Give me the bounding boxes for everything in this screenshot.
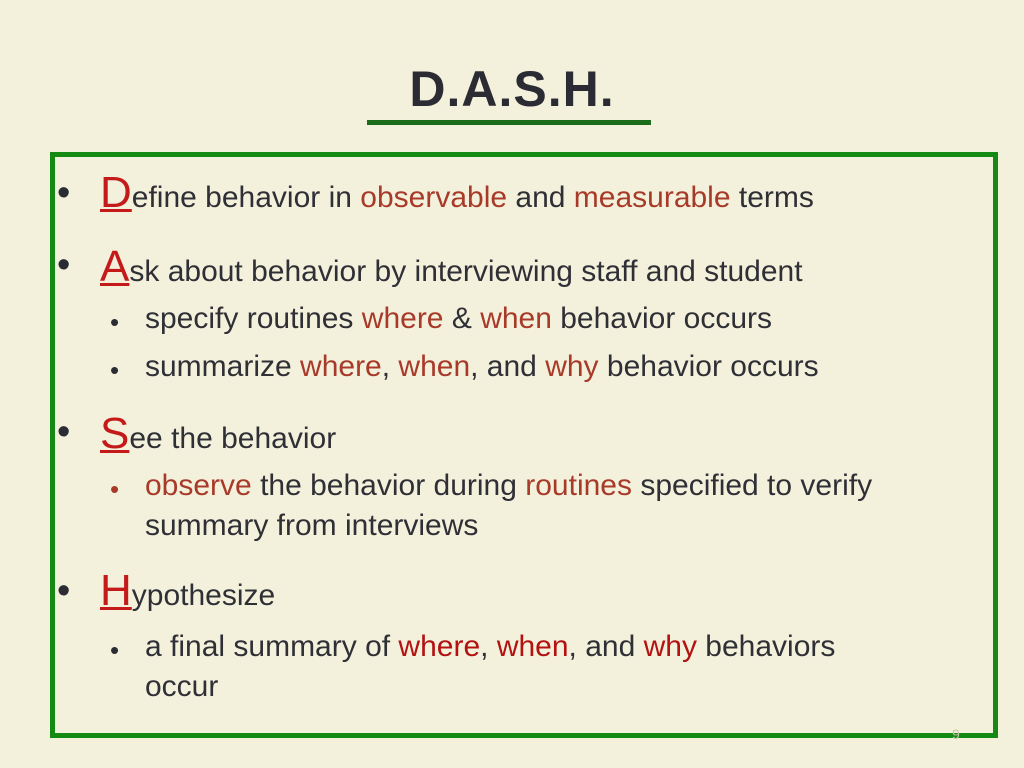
- text: behavior occurs: [598, 350, 819, 383]
- sub-bullet: •: [110, 307, 120, 337]
- text: occur: [145, 670, 219, 703]
- define-text: efine behavior in: [131, 181, 361, 214]
- text: a final summary of: [145, 630, 399, 663]
- ask-text: sk about behavior by interviewing staff and student: [129, 255, 803, 288]
- keyword-when: when: [398, 350, 471, 383]
- keyword-routines: routines: [525, 469, 632, 502]
- keyword-measurable: measurable: [573, 181, 731, 214]
- sub-bullet: •: [110, 474, 120, 504]
- keyword-where: where: [361, 302, 444, 335]
- text: summarize: [145, 350, 301, 383]
- text: specify routines: [145, 302, 362, 335]
- bullet: •: [57, 244, 71, 286]
- see-sub-item-1-line2: [145, 509, 478, 543]
- text: ,: [381, 350, 399, 383]
- text: &: [443, 302, 481, 335]
- text: behavior occurs: [551, 302, 773, 335]
- see-text: ee the behavior: [129, 422, 337, 455]
- slide-title: D.A.S.H.: [409, 61, 615, 117]
- keyword-observable: observable: [360, 181, 508, 214]
- hypothesize-line: [100, 566, 275, 616]
- sub-bullet: •: [110, 635, 120, 665]
- keyword-observe: observe: [145, 469, 252, 502]
- title-underline: [367, 120, 651, 125]
- keyword-where: where: [300, 350, 382, 383]
- page-number: 9: [952, 726, 960, 742]
- bullet: •: [57, 411, 71, 453]
- bullet: •: [57, 172, 71, 214]
- hypothesize-sub-item-1: [145, 630, 835, 664]
- define-line: [100, 168, 814, 218]
- see-sub-item-1: [145, 469, 872, 503]
- text: the behavior during: [251, 469, 526, 502]
- keyword-when: when: [480, 302, 552, 335]
- define-letter: D: [100, 168, 132, 217]
- define-text-end: terms: [730, 181, 814, 214]
- ask-line: [100, 242, 803, 292]
- keyword-where: where: [398, 630, 481, 663]
- hypothesize-letter: H: [100, 566, 132, 615]
- ask-sub-item-2: [145, 350, 819, 384]
- sub-bullet: •: [110, 355, 120, 385]
- ask-sub-item-1: [145, 302, 772, 336]
- text: summary from interviews: [145, 509, 479, 542]
- define-text-mid: and: [507, 181, 574, 214]
- bullet: •: [57, 570, 71, 612]
- keyword-when: when: [496, 630, 569, 663]
- hypothesize-text: ypothesize: [131, 579, 276, 612]
- see-letter: S: [100, 409, 130, 458]
- keyword-why: why: [545, 350, 599, 383]
- text: behaviors: [696, 630, 836, 663]
- ask-letter: A: [100, 242, 130, 291]
- text: ,: [480, 630, 497, 663]
- text: , and: [470, 350, 546, 383]
- text: specified to verify: [631, 469, 873, 502]
- keyword-why: why: [643, 630, 697, 663]
- text: , and: [568, 630, 644, 663]
- see-line: [100, 409, 336, 459]
- hypothesize-sub-item-1-line2: [145, 670, 218, 704]
